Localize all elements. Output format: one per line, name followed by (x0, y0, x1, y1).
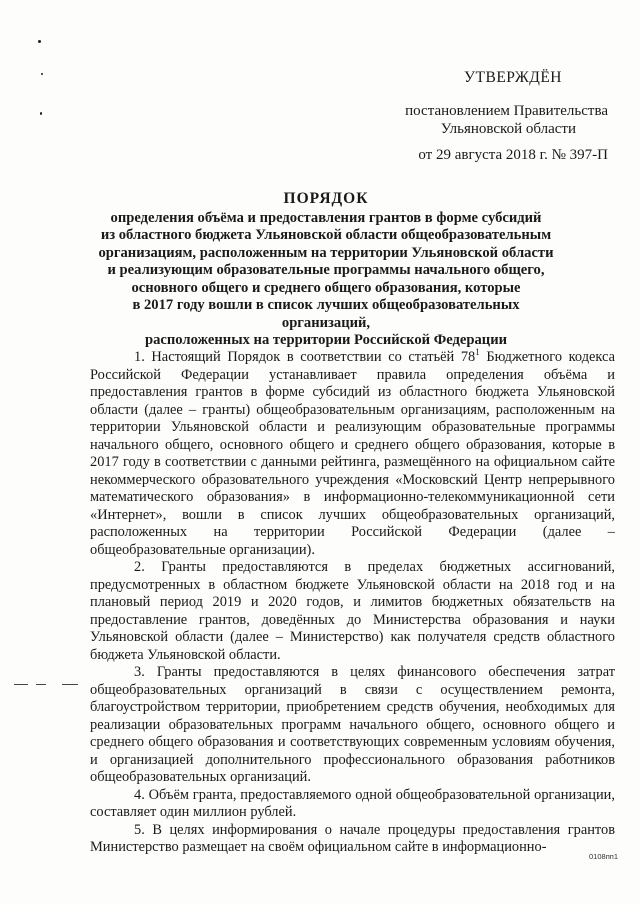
approval-status: УТВЕРЖДЁН (464, 69, 562, 86)
approval-line-2: Ульяновской области (440, 121, 576, 137)
scan-speck (41, 73, 43, 75)
scan-mark (62, 684, 78, 685)
approval-line-1: постановлением Правительства (405, 103, 608, 119)
title-heading: ПОРЯДОК (283, 190, 369, 207)
paragraph-2: 2. Гранты предоставляются в пределах бюджетных ассигнований, предусмотренных в областном бюджете Ульяновской области на 2018 год и на плановый период 2019 и 2020 годов, и лимитов бюджетных обязательств на предоставление грантов, доведённых до Министерства образования и науки Ульяновской области (далее – Министерство) как получателя средств областного бюджета Ульяновской области. (90, 559, 615, 663)
document-body (90, 349, 615, 857)
scan-mark (14, 684, 28, 685)
paragraph-3: 3. Гранты предоставляются в целях финансового обеспечения затрат общеобразовательных организаций в связи с осуществлением ремонта, благоустройством территории, приобретением средств обучения, необходимых для реализации образовательных программ начального общего, основного общего и среднего общего образования и соответствующих современным условиям обучения, и организацией дополнительного профессионального образования работников общеобразовательных организаций. (90, 664, 615, 785)
document-title (96, 190, 556, 350)
paragraph-1 (90, 349, 615, 559)
scan-speck (38, 40, 41, 43)
title-line: основного общего и среднего общего образования, которые (131, 279, 521, 296)
scan-mark (36, 684, 46, 685)
paragraph-1-start: 1. Настоящий Порядок в соответствии со статьёй 78 (134, 349, 476, 365)
title-line: из областного бюджета Ульяновской области общеобразовательным (100, 227, 552, 243)
approval-date-number: от 29 августа 2018 г. № 397-П (418, 147, 608, 163)
paragraph-1-rest: Бюджетного кодекса Российской Федерации устанавливает правила определения объёма и предоставления грантов в форме субсидий из областного бюджета Ульяновской области (далее – гранты) общеобразовательным организациям, расположенным на территории Ульяновской области и реализующим образовательные программы начального общего, основного общего и среднего общего образования, которые в 2017 году в соответствии с данными рейтинга, размещённого на официальном сайте некоммерческого образовательного учреждения «Московский Центр непрерывного математического образования» в информационно-телекоммуникационной сети «Интернет», вошли в список лучших общеобразовательных организаций, расположенных на территории Российской Федерации (далее – общеобразовательные организации). (90, 349, 615, 558)
article-superscript: 1 (475, 347, 480, 358)
title-line: расположенных на территории Российской Федерации (144, 332, 508, 348)
scan-speck (40, 112, 42, 115)
title-line: определения объёма и предоставления грантов в форме субсидий (110, 209, 542, 226)
paragraph-4: 4. Объём гранта, предоставляемого одной общеобразовательной организации, составляет один миллион рублей. (90, 786, 615, 820)
document-code: 0108пп1 (589, 852, 618, 861)
title-line: организациям, расположенным на территории Ульяновской области (98, 244, 554, 261)
title-line: и реализующим образовательные программы начального общего, (107, 262, 545, 278)
paragraph-5: 5. В целях информирования о начале процедуры предоставления грантов Министерство размещает на своём официальном сайте в информационно- (90, 821, 615, 855)
title-line: в 2017 году вошли в список лучших общеобразовательных организаций, (132, 297, 520, 331)
